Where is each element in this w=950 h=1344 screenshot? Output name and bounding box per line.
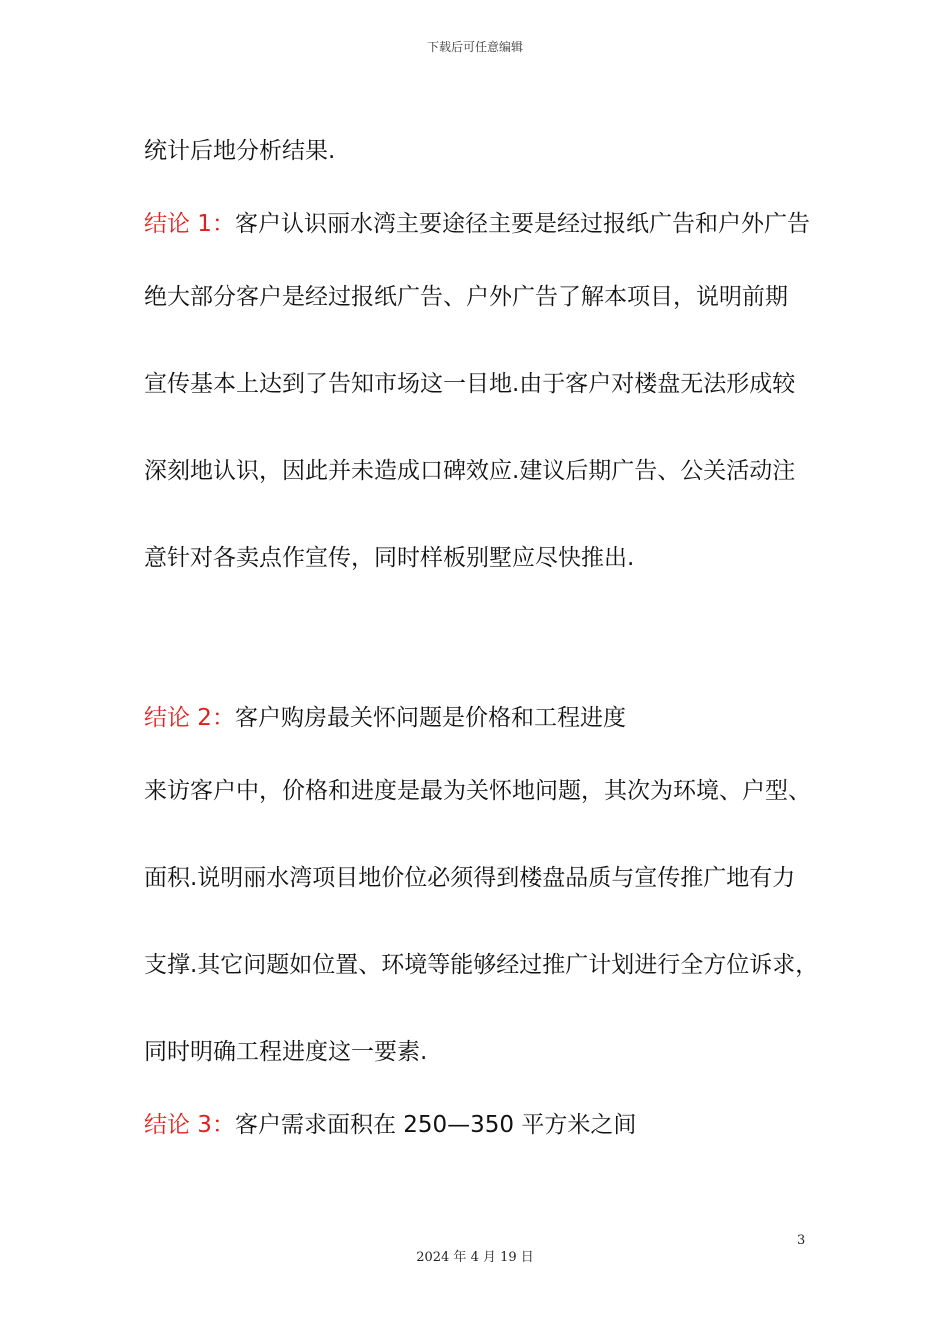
conclusion-3-heading <box>144 1110 636 1140</box>
conclusion-2-line: 面积.说明丽水湾项目地价位必须得到楼盘品质与宣传推广地有力 <box>144 865 796 891</box>
conclusion-2-heading <box>144 703 626 733</box>
conclusion-1-label: 结论 1： <box>144 211 235 237</box>
conclusion-1-line: 宣传基本上达到了告知市场这一目地.由于客户对楼盘无法形成较 <box>144 371 796 397</box>
conclusion-1-line: 深刻地认识，因此并未造成口碑效应.建议后期广告、公关活动注 <box>144 458 796 484</box>
conclusion-2-label: 结论 2： <box>144 705 235 731</box>
conclusion-1-heading <box>144 209 810 239</box>
page-footer-date: 2024 年 4 月 19 日 <box>416 1250 534 1265</box>
page-number: 3 <box>797 1233 806 1248</box>
conclusion-2-title: 客户购房最关怀问题是价格和工程进度 <box>234 705 626 731</box>
conclusion-1-title: 客户认识丽水湾主要途径主要是经过报纸广告和户外广告 <box>234 211 810 237</box>
conclusion-2-line: 同时明确工程进度这一要素. <box>144 1039 428 1065</box>
page-header: 下载后可任意编辑 <box>426 40 523 54</box>
intro-text: 统计后地分析结果. <box>144 138 336 164</box>
conclusion-1-line: 意针对各卖点作宣传，同时样板别墅应尽快推出. <box>144 545 635 571</box>
conclusion-2-line: 来访客户中，价格和进度是最为关怀地问题，其次为环境、户型、 <box>144 778 811 804</box>
conclusion-2-line: 支撑.其它问题如位置、环境等能够经过推广计划进行全方位诉求， <box>144 952 819 978</box>
conclusion-3-label: 结论 3： <box>144 1112 235 1138</box>
conclusion-3-title: 客户需求面积在 250—350 平方米之间 <box>234 1112 637 1138</box>
conclusion-1-line: 绝大部分客户是经过报纸广告、户外广告了解本项目，说明前期 <box>144 284 788 310</box>
